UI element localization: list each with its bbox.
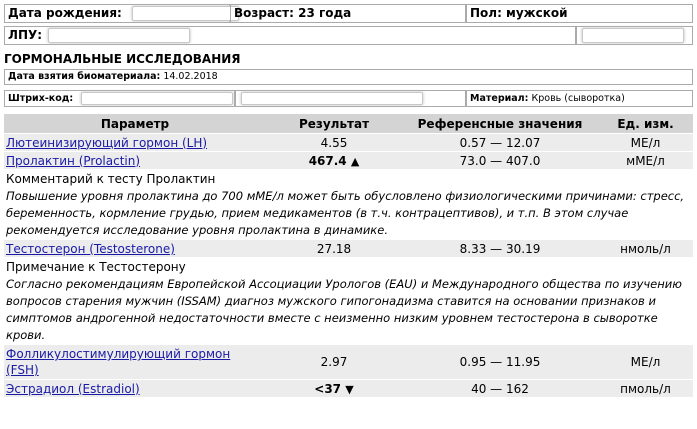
testosterone-comment-body-row	[4, 276, 693, 344]
testosterone-ref: 8.33 — 30.19	[402, 240, 598, 257]
prolactin-link[interactable]: Пролактин (Prolactin)	[6, 153, 141, 168]
testosterone-link[interactable]: Тестостерон (Testosterone)	[6, 241, 175, 256]
table-row-prolactin	[4, 152, 693, 169]
redacted-barcode-extra	[241, 92, 423, 105]
fsh-link[interactable]: Фолликулостимулирующий гормон (FSH)	[6, 347, 231, 377]
section-title: ГОРМОНАЛЬНЫЕ ИССЛЕДОВАНИЯ	[4, 52, 241, 66]
estradiol-result-cell	[266, 380, 402, 397]
estradiol-link[interactable]: Эстрадиол (Estradiol)	[6, 381, 140, 396]
age-label: Возраст: 23 года	[234, 6, 352, 20]
testosterone-comment-title-row	[4, 258, 693, 275]
prolactin-comment-body-row	[4, 188, 693, 239]
fsh-result: 2.97	[266, 345, 402, 379]
sample-date-value: 14.02.2018	[163, 71, 218, 82]
barcode-cell	[4, 90, 235, 107]
prolactin-unit: мМЕ/л	[598, 152, 693, 169]
prolactin-result-cell	[266, 152, 402, 169]
sample-date-row	[4, 69, 693, 85]
estradiol-ref: 40 — 162	[402, 380, 598, 397]
sample-date-label: Дата взятия биоматериала:	[8, 71, 161, 82]
lh-result: 4.55	[266, 134, 402, 151]
prolactin-comment-body: Повышение уровня пролактина до 700 мМЕ/л может быть обусловлено физиологическими причинами: стресс, беременность, кормление грудью, прием медикаментов (в т.ч. контрацептивов), и т.п. В этом случае рекомендуется исследование уровня пролактина в динамике.	[6, 189, 685, 237]
sex-cell	[466, 4, 693, 23]
col-header-param: Параметр	[4, 114, 266, 133]
lh-link[interactable]: Лютеинизирующий гормон (LH)	[6, 135, 208, 150]
redacted-lpu	[48, 28, 190, 43]
testosterone-unit: нмоль/л	[598, 240, 693, 257]
table-row-testosterone	[4, 240, 693, 257]
fsh-unit: МЕ/л	[598, 345, 693, 379]
testosterone-comment-body: Согласно рекомендациям Европейской Ассоциации Урологов (EAU) и Международного общества по изучению вопросов старения мужчин (ISSAM) диагноз мужского гипогонадизма ставится на основании признаков и симптомов андрогенной недостаточности вместе с неизменно низким уровнем тестостерона в сыворотке крови.	[6, 277, 682, 342]
lh-ref: 0.57 — 12.07	[402, 134, 598, 151]
dob-label: Дата рождения:	[8, 6, 122, 20]
material-value: Кровь (сыворотка)	[531, 93, 625, 104]
sex-label: Пол: мужской	[470, 6, 568, 20]
testosterone-comment-title: Примечание к Тестостерону	[6, 259, 186, 274]
redacted-dob	[132, 6, 239, 21]
results-table	[4, 113, 693, 398]
patient-header-row	[4, 4, 693, 23]
prolactin-ref: 73.0 — 407.0	[402, 152, 598, 169]
barcode-label: Штрих-код:	[8, 93, 74, 104]
table-header-row	[4, 114, 693, 133]
lpu-cell	[4, 26, 576, 45]
redacted-barcode	[81, 92, 233, 105]
lpu-extra-cell	[576, 26, 693, 45]
col-header-ref: Референсные значения	[402, 114, 598, 133]
material-label: Материал:	[470, 93, 529, 104]
lpu-label: ЛПУ:	[8, 28, 43, 42]
prolactin-comment-title-row	[4, 170, 693, 187]
down-arrow-icon: ▼	[345, 382, 354, 396]
age-cell	[230, 4, 466, 23]
testosterone-result: 27.18	[266, 240, 402, 257]
col-header-unit: Ед. изм.	[598, 114, 693, 133]
barcode-row	[4, 90, 693, 107]
redacted-lpu-extra	[582, 28, 684, 43]
estradiol-result: <37	[314, 381, 342, 396]
sample-date-cell	[4, 69, 693, 85]
fsh-ref: 0.95 — 11.95	[402, 345, 598, 379]
prolactin-comment-title: Комментарий к тесту Пролактин	[6, 171, 216, 186]
dob-cell	[4, 4, 230, 23]
col-header-result: Результат	[266, 114, 402, 133]
estradiol-unit: пмоль/л	[598, 380, 693, 397]
table-row-lh	[4, 134, 693, 151]
up-arrow-icon: ▲	[350, 154, 360, 168]
barcode-extra-cell	[235, 90, 466, 107]
table-row-fsh	[4, 345, 693, 379]
lh-unit: МЕ/л	[598, 134, 693, 151]
prolactin-result: 467.4	[308, 153, 347, 168]
table-row-estradiol	[4, 380, 693, 397]
lpu-row	[4, 26, 693, 45]
material-cell	[466, 90, 693, 107]
